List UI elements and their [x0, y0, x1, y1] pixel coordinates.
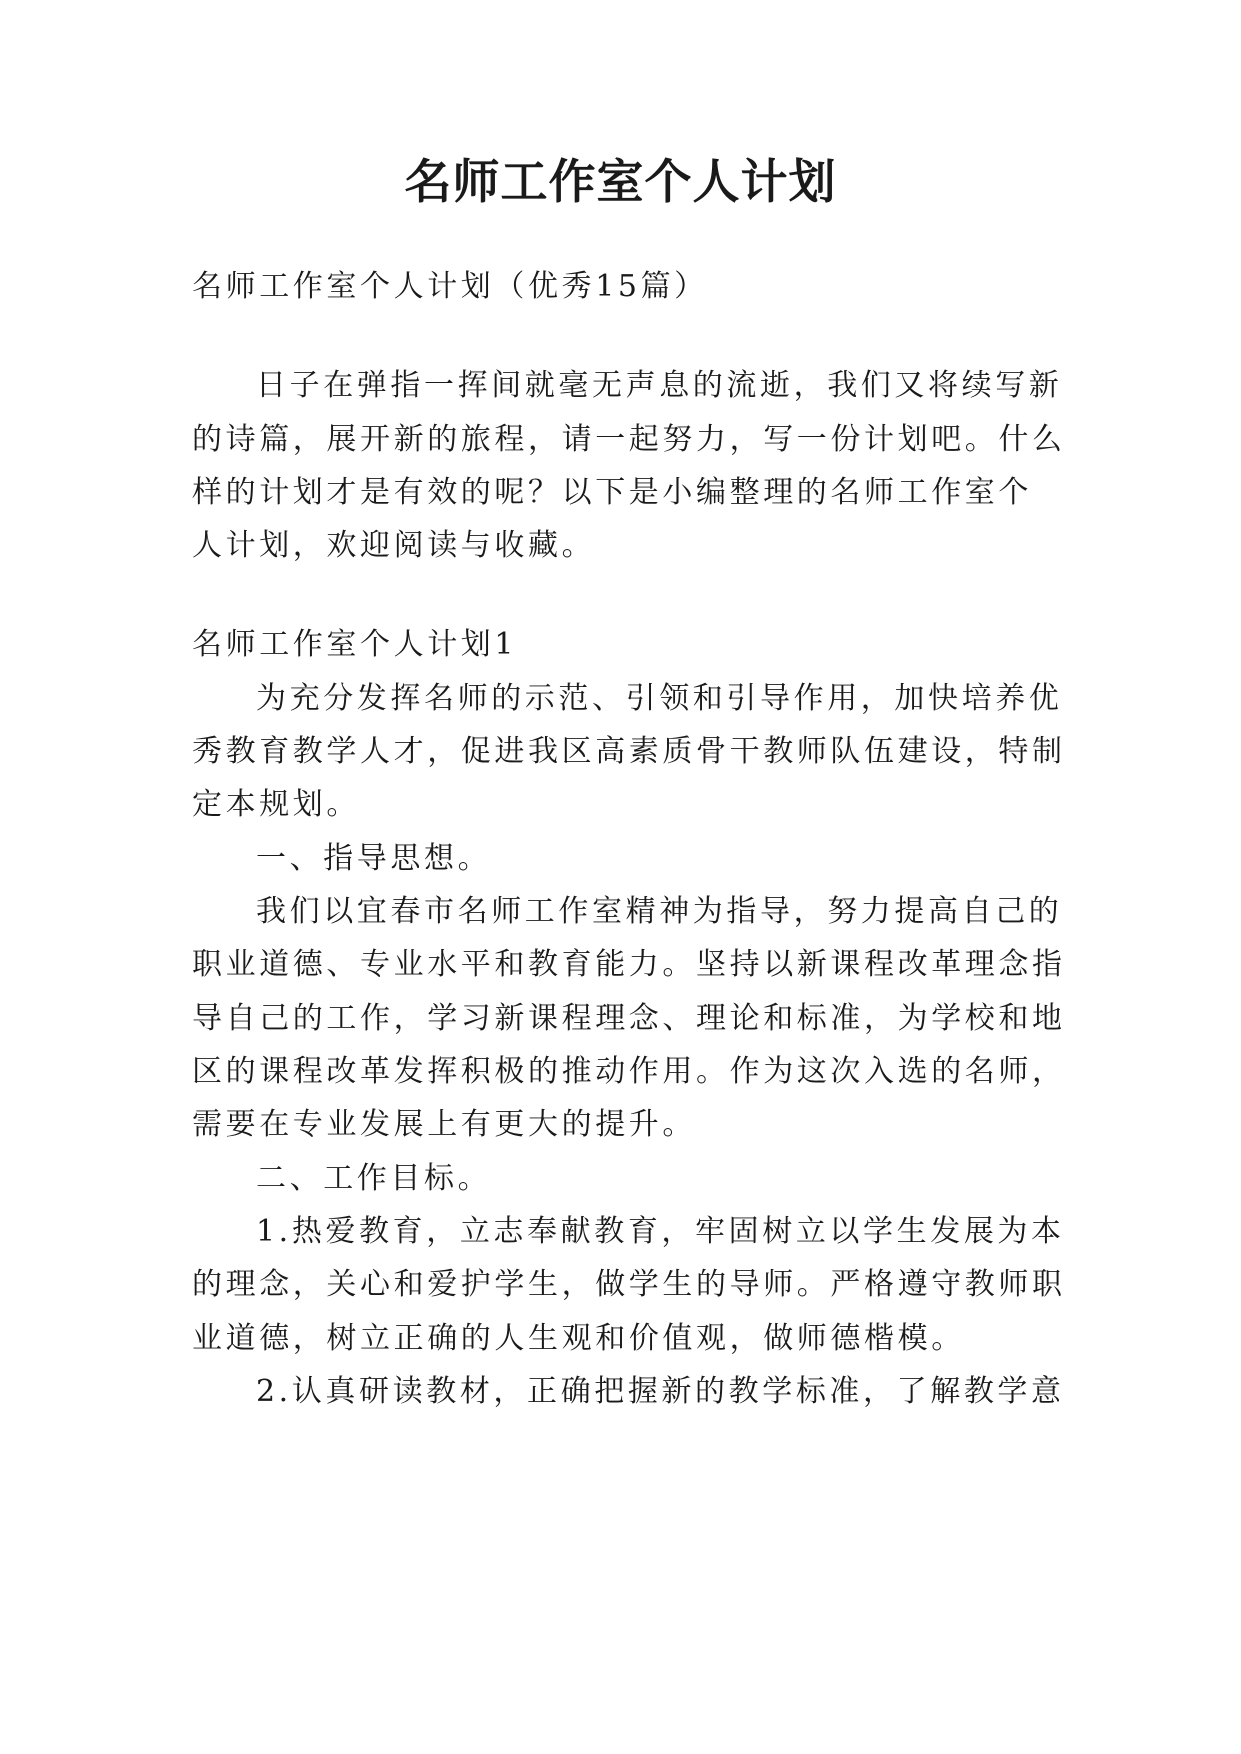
intro-line-4: 人计划，欢迎阅读与收藏。	[192, 528, 596, 563]
intro-line-2: 的诗篇，展开新的旅程，请一起努力，写一份计划吧。什么	[192, 422, 1066, 457]
intro-line-1: 日子在弹指一挥间就毫无声息的流逝，我们又将续写新	[256, 368, 1063, 403]
section-heading: 名师工作室个人计划1	[192, 627, 518, 662]
paragraph2-line-3: 导自己的工作，学习新课程理念、理论和标准，为学校和地	[192, 1001, 1066, 1036]
heading-work-goals: 二、工作目标。	[256, 1161, 492, 1196]
item1-line-1: 1.热爱教育，立志奉献教育，牢固树立以学生发展为本	[256, 1214, 1065, 1249]
intro-line-3: 样的计划才是有效的呢？以下是小编整理的名师工作室个	[192, 475, 1032, 510]
paragraph1-line-3: 定本规划。	[192, 787, 360, 822]
document-subtitle: 名师工作室个人计划（优秀15篇）	[192, 269, 708, 304]
item1-line-2: 的理念，关心和爱护学生，做学生的导师。严格遵守教师职	[192, 1267, 1066, 1302]
paragraph2-line-4: 区的课程改革发挥积极的推动作用。作为这次入选的名师，	[192, 1054, 1066, 1089]
paragraph2-line-5: 需要在专业发展上有更大的提升。	[192, 1107, 696, 1142]
paragraph1-line-2: 秀教育教学人才，促进我区高素质骨干教师队伍建设，特制	[192, 734, 1066, 769]
item2-line-1: 2.认真研读教材，正确把握新的教学标准，了解教学意	[256, 1374, 1065, 1409]
paragraph2-line-1: 我们以宜春市名师工作室精神为指导，努力提高自己的	[256, 894, 1063, 929]
item1-line-3: 业道德，树立正确的人生观和价值观，做师德楷模。	[192, 1321, 965, 1356]
document-title: 名师工作室个人计划	[404, 155, 837, 210]
paragraph1-line-1: 为充分发挥名师的示范、引领和引导作用，加快培养优	[256, 681, 1063, 716]
heading-guiding-thought: 一、指导思想。	[256, 841, 492, 876]
paragraph2-line-2: 职业道德、专业水平和教育能力。坚持以新课程改革理念指	[192, 947, 1066, 982]
